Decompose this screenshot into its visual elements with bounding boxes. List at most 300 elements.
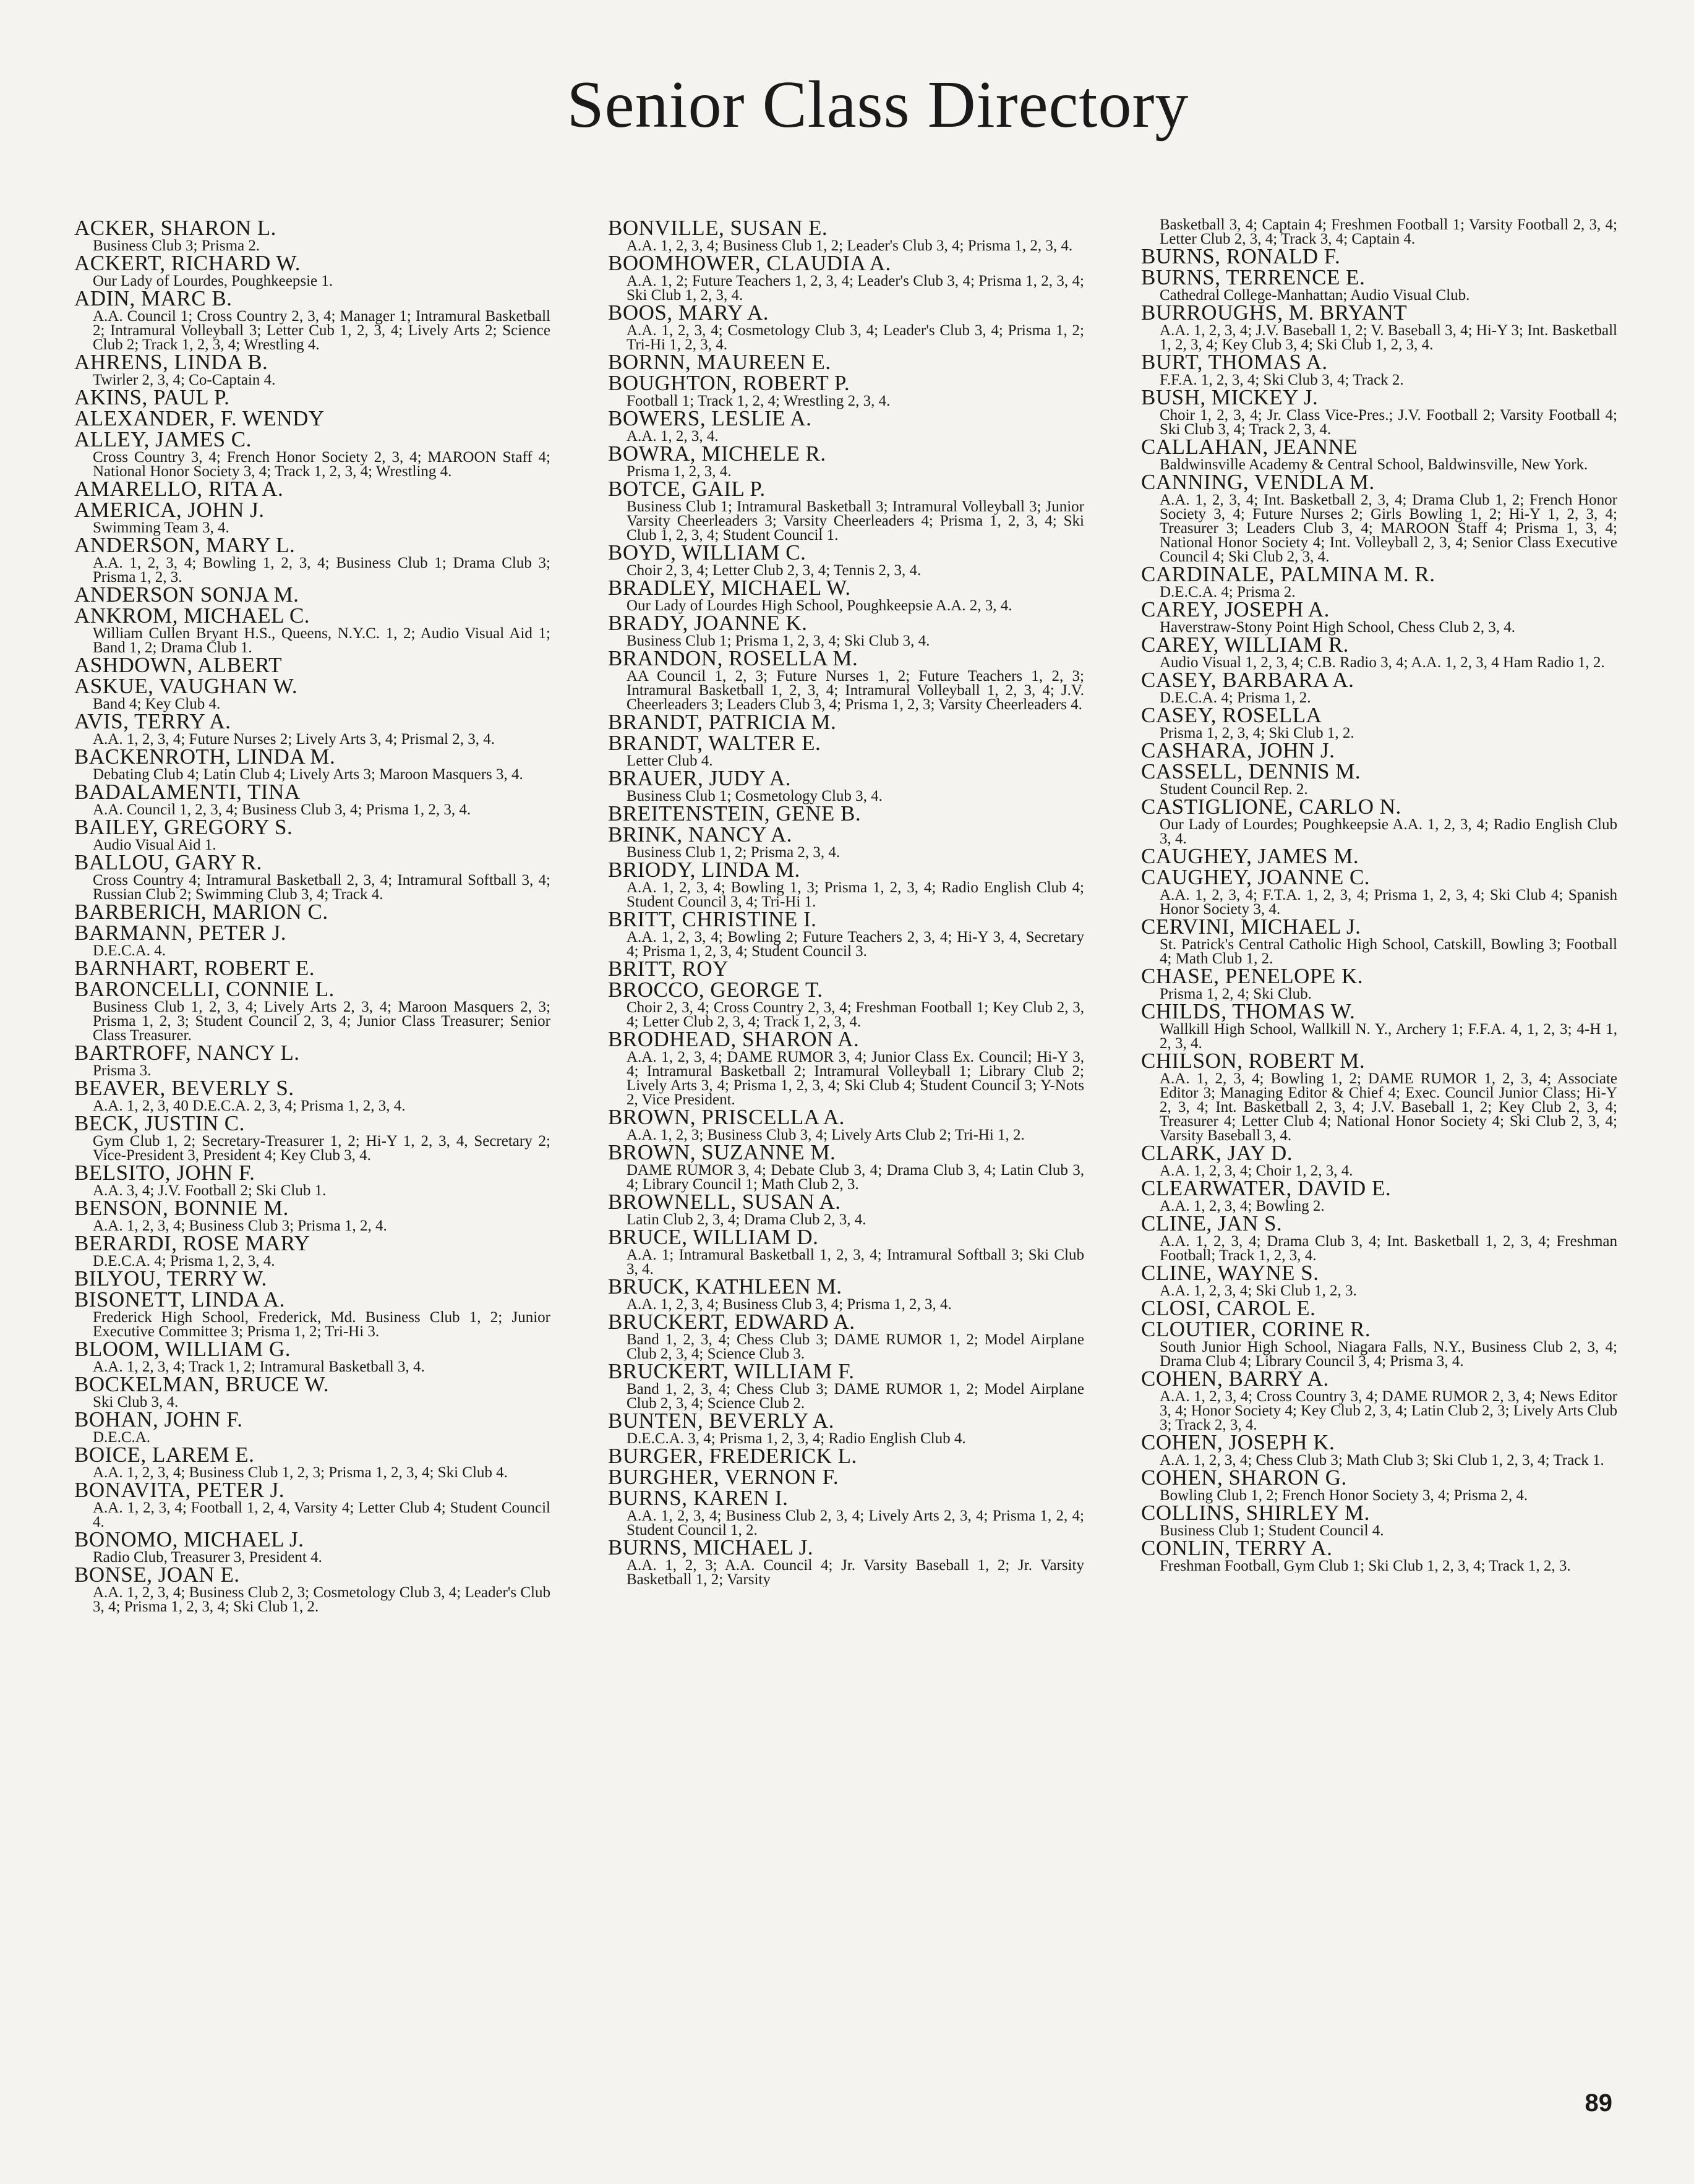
student-name: CHILSON, ROBERT M. <box>1141 1049 1366 1073</box>
student-activities: D.E.C.A. 4; Prisma 1, 2, 3, 4. <box>93 1253 275 1269</box>
directory-entry <box>74 852 550 902</box>
student-name: BACKENROTH, LINDA M. <box>74 744 336 769</box>
directory-entry <box>74 902 550 923</box>
student-name: CHILDS, THOMAS W. <box>1141 999 1356 1023</box>
directory-entry <box>608 352 1084 373</box>
directory-entry <box>608 733 1084 768</box>
student-name: ACKER, SHARON L. <box>74 218 276 240</box>
directory-entry <box>608 979 1084 1029</box>
student-activities: Business Club 1, 2, 3, 4; Lively Arts 2, 3, 4; Maroon Masquers 2, 3; Prisma 1, 2, 3; Student Council 2, 3, 4; Junior Class Treasurer; Senior Class Treasurer. <box>93 999 550 1044</box>
student-activities: A.A. 1, 2, 3, 4; J.V. Baseball 1, 2; V. Baseball 3, 4; Hi-Y 3; Int. Basketball 1, 2, 3, 4; Key Club 3, 4; Ski Club 1, 2, 3, 4. <box>1160 322 1617 353</box>
student-name: BOHAN, JOHN F. <box>74 1407 243 1431</box>
student-name: BRIODY, LINDA M. <box>608 858 800 882</box>
directory-entry <box>608 1107 1084 1142</box>
directory-entry <box>74 1529 550 1564</box>
directory-entry <box>608 443 1084 479</box>
student-activities: A.A. 1, 2, 3, 4; Choir 1, 2, 3, 4. <box>1160 1162 1353 1179</box>
directory-entry <box>74 1043 550 1078</box>
student-activities: A.A. 1; Intramural Basketball 1, 2, 3, 4; Intramural Softball 3; Ski Club 3, 4. <box>627 1247 1084 1278</box>
directory-entry <box>1141 966 1617 1001</box>
student-name: AVIS, TERRY A. <box>74 709 231 733</box>
student-name: BARTROFF, NANCY L. <box>74 1041 300 1065</box>
student-name: CAUGHEY, JAMES M. <box>1141 844 1359 868</box>
directory-entry <box>1141 1051 1617 1143</box>
student-activities: A.A. Council 1, 2, 3, 4; Business Club 3, 4; Prisma 1, 2, 3, 4. <box>93 801 471 818</box>
directory-entry <box>74 479 550 500</box>
student-activities: A.A. 1, 2, 3, 40 D.E.C.A. 2, 3, 4; Prisma 1, 2, 3, 4. <box>93 1098 406 1114</box>
student-activities: Band 1, 2, 3, 4; Chess Club 3; DAME RUMOR 1, 2; Model Airplane Club 2, 3, 4; Science Club 3. <box>627 1331 1084 1362</box>
student-activities: Frederick High School, Frederick, Md. Business Club 1, 2; Junior Executive Committee 3; Prisma 1, 2; Tri-Hi 3. <box>93 1309 550 1340</box>
student-name: ACKERT, RICHARD W. <box>74 251 301 275</box>
student-name: COHEN, SHARON G. <box>1141 1465 1347 1490</box>
directory-entry <box>1141 1178 1617 1213</box>
student-name: BONAVITA, PETER J. <box>74 1478 285 1502</box>
directory-entry <box>608 1312 1084 1361</box>
directory-entry <box>1141 1467 1617 1503</box>
student-name: BOICE, LAREM E. <box>74 1443 255 1467</box>
student-activities: Football 1; Track 1, 2, 4; Wrestling 2, 3, 4. <box>627 393 891 409</box>
directory-entry <box>1141 1503 1617 1538</box>
student-activities: Wallkill High School, Wallkill N. Y., Archery 1; F.F.A. 4, 1, 2, 3; 4-H 1, 2, 3, 4. <box>1160 1021 1617 1052</box>
directory-entry <box>74 711 550 746</box>
directory-entry <box>74 1480 550 1529</box>
student-name: BRUCK, KATHLEEN M. <box>608 1274 842 1299</box>
student-name: BOOS, MARY A. <box>608 301 769 325</box>
student-name: CLINE, JAN S. <box>1141 1211 1283 1235</box>
directory-entry <box>608 958 1084 979</box>
student-name: CAREY, JOSEPH A. <box>1141 597 1330 621</box>
directory-entry <box>74 923 550 958</box>
student-name: ANDERSON SONJA M. <box>74 582 299 607</box>
student-activities: Business Club 1; Student Council 4. <box>1160 1522 1384 1539</box>
directory-entry <box>74 253 550 288</box>
directory-entry <box>1141 564 1617 599</box>
directory-entry <box>1141 246 1617 267</box>
student-name: ANDERSON, MARY L. <box>74 533 296 557</box>
student-activities: Choir 1, 2, 3, 4; Jr. Class Vice-Pres.; J.V. Football 2; Varsity Football 4; Ski Club 3, 4; Track 2, 3, 4. <box>1160 407 1617 438</box>
directory-entry <box>608 824 1084 860</box>
student-name: BURNS, TERRENCE E. <box>1141 265 1366 289</box>
student-name: BLOOM, WILLIAM G. <box>74 1337 291 1361</box>
student-name: BURNS, RONALD F. <box>1141 244 1341 268</box>
student-name: BARBERICH, MARION C. <box>74 900 328 924</box>
student-name: BUNTEN, BEVERLY A. <box>608 1409 834 1433</box>
directory-entry <box>74 387 550 408</box>
directory-column-1 <box>74 218 550 1614</box>
student-activities: Radio Club, Treasurer 3, President 4. <box>93 1549 322 1566</box>
student-name: ALLEY, JAMES C. <box>74 427 252 451</box>
student-activities: Cross Country 4; Intramural Basketball 2, 3, 4; Intramural Softball 3, 4; Russian Club 2; Swimming Club 3, 4; Track 4. <box>93 872 550 903</box>
directory-entry <box>1141 437 1617 472</box>
student-activities: A.A. 1, 2, 3, 4; Business Club 2, 3; Cosmetology Club 3, 4; Leader's Club 3, 4; Prisma 1, 2, 3, 4; Ski Club 1, 2. <box>93 1584 550 1614</box>
student-activities: A.A. 1, 2, 3, 4; Bowling 1, 2, 3, 4; Business Club 1; Drama Club 3; Prisma 1, 2, 3. <box>93 555 550 586</box>
directory-entry <box>74 1198 550 1233</box>
student-name: BONVILLE, SUSAN E. <box>608 218 828 240</box>
directory-entry <box>608 408 1084 443</box>
student-name: CASEY, BARBARA A. <box>1141 668 1354 692</box>
student-name: AMERICA, JOHN J. <box>74 498 265 522</box>
student-activities: A.A. 1, 2, 3; A.A. Council 4; Jr. Varsity Baseball 1, 2; Jr. Varsity Basketball 1, 2; Varsity <box>627 1557 1084 1587</box>
student-name: BRITT, ROY <box>608 957 729 981</box>
student-activities: Freshman Football, Gym Club 1; Ski Club 1, 2, 3, 4; Track 1, 2, 3. <box>1160 1558 1571 1573</box>
student-activities: Prisma 1, 2, 4; Ski Club. <box>1160 986 1312 1002</box>
student-name: CASTIGLIONE, CARLO N. <box>1141 795 1401 819</box>
student-activities: William Cullen Bryant H.S., Queens, N.Y.C. 1, 2; Audio Visual Aid 1; Band 1, 2; Drama Club 1. <box>93 625 550 656</box>
directory-entry <box>74 746 550 782</box>
directory-entry <box>74 782 550 817</box>
student-name: BARMANN, PETER J. <box>74 921 286 945</box>
student-activities: Ski Club 3, 4. <box>93 1394 179 1410</box>
student-activities: A.A. 1, 2, 3, 4; Track 1, 2; Intramural Basketball 3, 4. <box>93 1359 425 1375</box>
directory-entry <box>608 768 1084 803</box>
student-name: BREITENSTEIN, GENE B. <box>608 801 862 825</box>
student-name: BRANDT, PATRICIA M. <box>608 710 837 734</box>
student-name: BOYD, WILLIAM C. <box>608 540 806 565</box>
directory-entry <box>1141 1213 1617 1263</box>
student-name: COHEN, JOSEPH K. <box>1141 1430 1335 1454</box>
student-activities: A.A. 1, 2, 3, 4; Bowling 1, 2; DAME RUMOR 1, 2, 3, 4; Associate Editor 3; Managing Editor & Chief 4; Exec. Council Junior Class; Hi-Y 2, 3, 4; Int. Basketball 2, 3, 4; J.V. Baseball 1, 2; Key Club 2, 3, 4; Treasurer 4; Letter Club 4; National Honor Society 4; Ski Club 2, 3, 4; Varsity Baseball 3, 4. <box>1160 1070 1617 1144</box>
directory-entry <box>1141 867 1617 916</box>
directory-entry <box>1141 1263 1617 1298</box>
student-activities: Choir 2, 3, 4; Letter Club 2, 3, 4; Tennis 2, 3, 4. <box>627 562 922 579</box>
student-activities: A.A. 1, 2, 3, 4; Bowling 2. <box>1160 1198 1325 1214</box>
student-activities: Prisma 3. <box>93 1062 152 1079</box>
student-name: BRINK, NANCY A. <box>608 822 792 847</box>
student-name: CASHARA, JOHN J. <box>1141 738 1335 762</box>
directory-column-2 <box>608 218 1084 1587</box>
directory-entry <box>1141 1538 1617 1573</box>
directory-entry <box>608 1227 1084 1276</box>
directory-entry <box>74 676 550 711</box>
student-name: CAREY, WILLIAM R. <box>1141 633 1349 657</box>
student-name: BRUCKERT, EDWARD A. <box>608 1310 855 1334</box>
directory-entry <box>608 803 1084 824</box>
student-activities: Bowling Club 1, 2; French Honor Society 3, 4; Prisma 2, 4. <box>1160 1487 1528 1504</box>
directory-entry <box>608 1410 1084 1446</box>
student-activities: Audio Visual Aid 1. <box>93 837 216 853</box>
directory-entry <box>608 1467 1084 1488</box>
student-activities: D.E.C.A. <box>93 1429 151 1446</box>
directory-entry <box>608 613 1084 648</box>
student-activities: D.E.C.A. 4; Prisma 1, 2. <box>1160 689 1311 706</box>
student-name: AHRENS, LINDA B. <box>74 350 268 374</box>
student-name: CASSELL, DENNIS M. <box>1141 759 1361 783</box>
student-name: BENSON, BONNIE M. <box>74 1196 289 1220</box>
student-activities: A.A. 3, 4; J.V. Football 2; Ski Club 1. <box>93 1182 327 1199</box>
directory-entry <box>74 218 550 253</box>
student-name: CASEY, ROSELLA <box>1141 703 1322 727</box>
student-activities: Haverstraw-Stony Point High School, Chess Club 2, 3, 4. <box>1160 619 1515 636</box>
student-name: BADALAMENTI, TINA <box>74 780 301 804</box>
directory-entry <box>1141 796 1617 846</box>
student-name: BOOMHOWER, CLAUDIA A. <box>608 251 891 275</box>
student-name: AMARELLO, RITA A. <box>74 477 284 501</box>
student-activities: Baldwinsville Academy & Central School, Baldwinsville, New York. <box>1160 456 1588 473</box>
student-name: CHASE, PENELOPE K. <box>1141 964 1364 988</box>
student-name: BOWRA, MICHELE R. <box>608 441 826 466</box>
directory-entry <box>608 1142 1084 1192</box>
student-name: BRUCE, WILLIAM D. <box>608 1225 819 1249</box>
directory-entry <box>608 479 1084 542</box>
student-name: BISONETT, LINDA A. <box>74 1287 285 1312</box>
directory-entry <box>74 1268 550 1289</box>
directory-entry <box>1141 352 1617 387</box>
student-name: BRANDT, WALTER E. <box>608 731 821 755</box>
student-name: CERVINI, MICHAEL J. <box>1141 915 1361 939</box>
directory-entry <box>1141 740 1617 761</box>
student-activities: South Junior High School, Niagara Falls, N.Y., Business Club 2, 3, 4; Drama Club 4; Library Council 3, 4; Prisma 3, 4. <box>1160 1339 1617 1370</box>
directory-entry <box>1141 267 1617 302</box>
directory-entry <box>1141 218 1617 246</box>
directory-entry <box>74 1409 550 1444</box>
student-name: COHEN, BARRY A. <box>1141 1367 1329 1391</box>
directory-entry <box>74 1113 550 1162</box>
student-activities: A.A. 1, 2, 3, 4; Drama Club 3, 4; Int. Basketball 1, 2, 3, 4; Freshman Football; Track 1, 2, 3, 4. <box>1160 1233 1617 1264</box>
page-number: 89 <box>1585 2089 1612 2117</box>
directory-entry <box>74 1078 550 1113</box>
directory-entry <box>74 408 550 429</box>
student-name: BOCKELMAN, BRUCE W. <box>74 1372 330 1396</box>
directory-entry <box>608 712 1084 733</box>
student-name: BUSH, MICKEY J. <box>1141 385 1319 409</box>
student-activities: A.A. 1, 2, 3, 4; Cross Country 3, 4; DAME RUMOR 2, 3, 4; News Editor 3, 4; Honor Society 4; Key Club 2, 3, 4; Latin Club 2, 3; Lively Arts Club 3; Track 2, 3, 4. <box>1160 1388 1617 1433</box>
student-activities: D.E.C.A. 3, 4; Prisma 1, 2, 3, 4; Radio English Club 4. <box>627 1430 966 1447</box>
directory-entry <box>608 909 1084 958</box>
directory-entry <box>1141 634 1617 670</box>
student-activities: A.A. 1, 2, 3, 4; Ski Club 1, 2, 3. <box>1160 1282 1357 1299</box>
student-activities: Gym Club 1, 2; Secretary-Treasurer 1, 2; Hi-Y 1, 2, 3, 4, Secretary 2; Vice-President 3, President 4; Key Club 3, 4. <box>93 1133 550 1164</box>
page-title: Senior Class Directory <box>567 68 1189 142</box>
student-activities: Prisma 1, 2, 3, 4. <box>627 463 732 480</box>
student-activities: D.E.C.A. 4. <box>93 942 166 959</box>
student-name: BRITT, CHRISTINE I. <box>608 907 817 931</box>
directory-entry <box>1141 1143 1617 1178</box>
directory-entry <box>608 1029 1084 1107</box>
student-name: ASHDOWN, ALBERT <box>74 653 282 677</box>
student-name: BURNS, MICHAEL J. <box>608 1535 813 1559</box>
directory-entry <box>74 352 550 387</box>
student-activities: Letter Club 4. <box>627 753 713 769</box>
student-activities: A.A. 1, 2, 3, 4; Business Club 2, 3, 4; Lively Arts 2, 3, 4; Prisma 1, 2, 4; Student Council 1, 2. <box>627 1508 1084 1538</box>
directory-entry <box>608 648 1084 712</box>
student-activities: A.A. 1, 2, 3, 4; Business Club 1, 2, 3; Prisma 1, 2, 3, 4; Ski Club 4. <box>93 1464 508 1481</box>
student-activities: A.A. 1, 2; Future Teachers 1, 2, 3, 4; Leader's Club 3, 4; Prisma 1, 2, 3, 4; Ski Club 1, 2, 3, 4. <box>627 273 1084 304</box>
student-name: BRANDON, ROSELLA M. <box>608 646 858 670</box>
student-activities: Choir 2, 3, 4; Cross Country 2, 3, 4; Freshman Football 1; Key Club 2, 3, 4; Letter Club 2, 3, 4; Track 1, 2, 3, 4. <box>627 999 1084 1030</box>
student-name: ALEXANDER, F. WENDY <box>74 406 325 430</box>
directory-entry <box>74 1289 550 1339</box>
student-activities: Swimming Team 3, 4. <box>93 519 229 536</box>
student-activities: Business Club 3; Prisma 2. <box>93 237 260 254</box>
student-name: CONLIN, TERRY A. <box>1141 1536 1333 1560</box>
directory-entry <box>608 542 1084 578</box>
student-name: BARNHART, ROBERT E. <box>74 956 315 980</box>
student-name: BROWN, PRISCELLA A. <box>608 1105 845 1129</box>
student-name: BURT, THOMAS A. <box>1141 350 1328 374</box>
student-name: CLOSI, CAROL E. <box>1141 1296 1316 1320</box>
student-name: CAUGHEY, JOANNE C. <box>1141 865 1371 889</box>
student-name: CLARK, JAY D. <box>1141 1141 1293 1165</box>
student-name: BECK, JUSTIN C. <box>74 1111 245 1135</box>
student-name: BRADLEY, MICHAEL W. <box>608 576 851 600</box>
directory-entry <box>1141 472 1617 564</box>
student-activities: D.E.C.A. 4; Prisma 2. <box>1160 584 1296 600</box>
directory-entry <box>608 1537 1084 1587</box>
directory-entry <box>1141 916 1617 966</box>
directory-entry <box>1141 1432 1617 1467</box>
student-name: COLLINS, SHIRLEY M. <box>1141 1501 1370 1525</box>
student-activities: Business Club 1; Prisma 1, 2, 3, 4; Ski Club 3, 4. <box>627 633 930 649</box>
directory-entry <box>74 500 550 535</box>
student-activities: A.A. 1, 2, 3, 4; Chess Club 3; Math Club 3; Ski Club 1, 2, 3, 4; Track 1. <box>1160 1452 1604 1469</box>
directory-entry <box>74 288 550 352</box>
student-name: ADIN, MARC B. <box>74 286 233 310</box>
student-activities: Prisma 1, 2, 3, 4; Ski Club 1, 2. <box>1160 725 1354 741</box>
directory-entry <box>74 1162 550 1198</box>
student-activities: Cross Country 3, 4; French Honor Society 2, 3, 4; MAROON Staff 4; National Honor Society 3, 4; Track 1, 2, 3, 4; Wrestling 4. <box>93 449 550 480</box>
student-activities: A.A. Council 1; Cross Country 2, 3, 4; Manager 1; Intramural Basketball 2; Intramural Volleyball 3; Letter Cub 1, 2, 3, 4; Lively Arts 2; Science Club 2; Track 1, 2, 3, 4; Wrestling 4. <box>93 308 550 353</box>
directory-entry <box>608 860 1084 909</box>
student-activities: A.A. 1, 2, 3, 4; Cosmetology Club 3, 4; Leader's Club 3, 4; Prisma 1, 2; Tri-Hi 1, 2, 3, 4. <box>627 322 1084 353</box>
directory-column-3 <box>1141 218 1617 1573</box>
student-name: BRAUER, JUDY A. <box>608 766 791 790</box>
directory-entry <box>608 1192 1084 1227</box>
student-name: BURGER, FREDERICK L. <box>608 1444 857 1468</box>
student-name: CLOUTIER, CORINE R. <box>1141 1317 1371 1341</box>
student-activities: A.A. 1, 2, 3, 4; Football 1, 2, 4, Varsity 4; Letter Club 4; Student Council 4. <box>93 1499 550 1530</box>
directory-entry <box>74 1233 550 1268</box>
student-activities: Debating Club 4; Latin Club 4; Lively Arts 3; Maroon Masquers 3, 4. <box>93 766 523 783</box>
directory-entry <box>74 1564 550 1614</box>
directory-entry <box>608 373 1084 408</box>
directory-entry <box>1141 1298 1617 1319</box>
student-name: BORNN, MAUREEN E. <box>608 350 831 374</box>
student-name: BILYOU, TERRY W. <box>74 1266 267 1290</box>
directory-entry <box>1141 705 1617 740</box>
student-activities: Basketball 3, 4; Captain 4; Freshmen Football 1; Varsity Football 2, 3, 4; Letter Club 2, 3, 4; Track 3, 4; Captain 4. <box>1160 218 1617 247</box>
student-name: BRADY, JOANNE K. <box>608 611 808 635</box>
student-activities: St. Patrick's Central Catholic High School, Catskill, Bowling 3; Football 4; Math Club 1, 2. <box>1160 936 1617 967</box>
directory-entry <box>74 1339 550 1374</box>
directory-entry <box>74 584 550 605</box>
student-name: BERARDI, ROSE MARY <box>74 1231 310 1255</box>
directory-entry <box>1141 761 1617 796</box>
student-activities: Audio Visual 1, 2, 3, 4; C.B. Radio 3, 4; A.A. 1, 2, 3, 4 Ham Radio 1, 2. <box>1160 654 1605 671</box>
student-name: BONSE, JOAN E. <box>74 1563 240 1587</box>
student-activities: Business Club 1; Intramural Basketball 3; Intramural Volleyball 3; Junior Varsity Cheerleaders 3; Varsity Cheerleaders 4; Prisma 1, 2, 3, 4; Ski Club 1, 2, 3, 4; Student Council 1. <box>627 498 1084 544</box>
directory-entry <box>74 1444 550 1480</box>
student-name: BRUCKERT, WILLIAM F. <box>608 1359 855 1383</box>
directory-entry <box>608 578 1084 613</box>
student-activities: A.A. 1, 2, 3, 4; Business Club 1, 2; Leader's Club 3, 4; Prisma 1, 2, 3, 4. <box>627 237 1073 254</box>
directory-entry <box>608 218 1084 253</box>
student-activities: A.A. 1, 2, 3, 4; F.T.A. 1, 2, 3, 4; Prisma 1, 2, 3, 4; Ski Club 4; Spanish Honor Society 3, 4. <box>1160 887 1617 918</box>
directory-entry <box>74 535 550 584</box>
student-name: BROWN, SUZANNE M. <box>608 1140 836 1164</box>
directory-entry <box>608 302 1084 352</box>
student-activities: F.F.A. 1, 2, 3, 4; Ski Club 3, 4; Track 2. <box>1160 372 1404 388</box>
student-activities: Cathedral College-Manhattan; Audio Visual Club. <box>1160 287 1470 304</box>
directory-entry <box>608 1446 1084 1467</box>
student-activities: A.A. 1, 2, 3, 4; DAME RUMOR 3, 4; Junior Class Ex. Council; Hi-Y 3, 4; Intramural Basketball 2; Intramural Volleyball 1; Library Club 2; Lively Arts 3, 4; Prisma 1, 2, 3, 4; Ski Club 4; Student Council 3; Y-Nots 2, Vice President. <box>627 1049 1084 1108</box>
student-activities: Band 1, 2, 3, 4; Chess Club 3; DAME RUMOR 1, 2; Model Airplane Club 2, 3, 4; Science Club 2. <box>627 1381 1084 1412</box>
directory-entry <box>74 605 550 655</box>
student-activities: Band 4; Key Club 4. <box>93 696 221 712</box>
student-name: BROWNELL, SUSAN A. <box>608 1190 841 1214</box>
student-activities: A.A. 1, 2, 3, 4; Business Club 3; Prisma 1, 2, 4. <box>93 1218 387 1234</box>
directory-entry <box>1141 670 1617 705</box>
student-name: BONOMO, MICHAEL J. <box>74 1527 304 1551</box>
student-activities: AA Council 1, 2, 3; Future Nurses 1, 2; Future Teachers 1, 2, 3; Intramural Basketball 1, 2, 3, 4; Intramural Volleyball 1, 2, 3, 4; J.V. Cheerleaders 3; Leaders Club 3, 4; Prisma 1, 2, 3; Varsity Cheerleaders 4. <box>627 668 1084 713</box>
student-activities: Twirler 2, 3, 4; Co-Captain 4. <box>93 372 276 388</box>
student-activities: DAME RUMOR 3, 4; Debate Club 3, 4; Drama Club 3, 4; Latin Club 3, 4; Library Council 1; Math Club 2, 3. <box>627 1162 1084 1193</box>
student-activities: Our Lady of Lourdes; Poughkeepsie A.A. 1, 2, 3, 4; Radio English Club 3, 4. <box>1160 816 1617 847</box>
student-name: BROCCO, GEORGE T. <box>608 978 823 1002</box>
student-name: BURGHER, VERNON F. <box>608 1465 839 1489</box>
directory-entry <box>1141 302 1617 352</box>
student-name: ASKUE, VAUGHAN W. <box>74 674 298 698</box>
directory-entry <box>608 1276 1084 1312</box>
directory-entry <box>74 817 550 852</box>
student-name: BOUGHTON, ROBERT P. <box>608 371 850 395</box>
directory-entry <box>74 429 550 479</box>
student-name: BRODHEAD, SHARON A. <box>608 1027 860 1051</box>
directory-entry <box>608 1488 1084 1537</box>
directory-entry <box>1141 599 1617 634</box>
directory-entry <box>74 979 550 1043</box>
student-name: AKINS, PAUL P. <box>74 385 230 409</box>
student-activities: Latin Club 2, 3, 4; Drama Club 2, 3, 4. <box>627 1211 866 1228</box>
student-activities: A.A. 1, 2, 3, 4; Bowling 1, 3; Prisma 1, 2, 3, 4; Radio English Club 4; Student Council 3, 4; Tri-Hi 1. <box>627 879 1084 910</box>
directory-entry <box>608 253 1084 302</box>
student-name: BEAVER, BEVERLY S. <box>74 1076 294 1100</box>
student-name: BURNS, KAREN I. <box>608 1486 789 1510</box>
student-activities: Business Club 1; Cosmetology Club 3, 4. <box>627 788 883 804</box>
student-name: CLEARWATER, DAVID E. <box>1141 1176 1392 1200</box>
directory-entry <box>74 655 550 676</box>
directory-entry <box>1141 1319 1617 1368</box>
directory-entry <box>608 1361 1084 1410</box>
student-activities: A.A. 1, 2, 3, 4. <box>627 428 719 445</box>
student-name: BOTCE, GAIL P. <box>608 477 766 501</box>
student-name: CALLAHAN, JEANNE <box>1141 435 1358 459</box>
student-name: CLINE, WAYNE S. <box>1141 1261 1319 1285</box>
student-activities: Our Lady of Lourdes, Poughkeepsie 1. <box>93 273 333 289</box>
student-name: CANNING, VENDLA M. <box>1141 470 1375 494</box>
student-name: BURROUGHS, M. BRYANT <box>1141 301 1408 325</box>
student-name: BALLOU, GARY R. <box>74 850 262 874</box>
student-name: BAILEY, GREGORY S. <box>74 815 293 839</box>
student-name: CARDINALE, PALMINA M. R. <box>1141 562 1435 586</box>
student-activities: Student Council Rep. 2. <box>1160 781 1308 798</box>
directory-entry <box>74 958 550 979</box>
student-activities: Our Lady of Lourdes High School, Poughkeepsie A.A. 2, 3, 4. <box>627 597 1012 614</box>
student-activities: A.A. 1, 2, 3; Business Club 3, 4; Lively Arts Club 2; Tri-Hi 1, 2. <box>627 1127 1025 1143</box>
student-name: BOWERS, LESLIE A. <box>608 406 812 430</box>
student-activities: A.A. 1, 2, 3, 4; Bowling 2; Future Teachers 2, 3, 4; Hi-Y 3, 4, Secretary 4; Prisma 1, 2, 3, 4; Student Council 3. <box>627 929 1084 960</box>
directory-entry <box>1141 1368 1617 1432</box>
directory-entry <box>1141 1001 1617 1051</box>
directory-entry <box>1141 846 1617 867</box>
student-name: ANKROM, MICHAEL C. <box>74 604 310 628</box>
directory-entry <box>1141 387 1617 437</box>
student-activities: A.A. 1, 2, 3, 4; Int. Basketball 2, 3, 4; Drama Club 1, 2; French Honor Society 3, 4; Future Nurses 2; Girls Bowling 1, 2; Hi-Y 1, 2, 3, 4; Treasurer 3; Leaders Club 3, 4; MAROON Staff 4; Prisma 1, 3, 4; National Honor Society 4; Int. Volleyball 2, 3, 4; Senior Class Executive Council 4; Ski Club 2, 3, 4. <box>1160 492 1617 565</box>
student-activities: A.A. 1, 2, 3, 4; Business Club 3, 4; Prisma 1, 2, 3, 4. <box>627 1296 952 1313</box>
student-name: BARONCELLI, CONNIE L. <box>74 977 335 1001</box>
student-activities: Business Club 1, 2; Prisma 2, 3, 4. <box>627 844 841 861</box>
student-name: BELSITO, JOHN F. <box>74 1161 255 1185</box>
student-activities: A.A. 1, 2, 3, 4; Future Nurses 2; Lively Arts 3, 4; Prismal 2, 3, 4. <box>93 731 495 748</box>
